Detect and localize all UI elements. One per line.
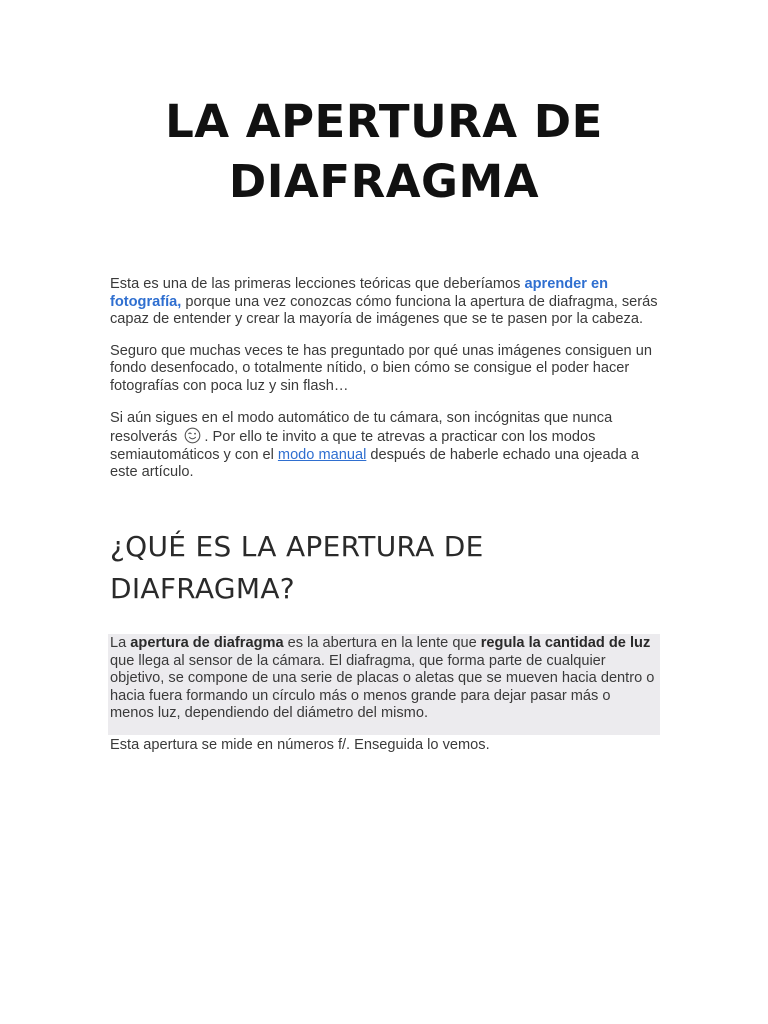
final-paragraph: Esta apertura se mide en números f/. Enseguida lo vemos. — [110, 737, 490, 753]
definition-text-b: es la abertura en la lente que — [283, 635, 481, 651]
intro-section — [110, 276, 660, 496]
page-title-line-2: DIAFRAGMA — [228, 155, 540, 208]
intro-paragraph-1 — [110, 276, 660, 329]
section-heading: ¿QUÉ ES LA APERTURA DE DIAFRAGMA? — [110, 530, 484, 605]
intro-paragraph-1-text-a: Esta es una de las primeras lecciones teóricas que deberíamos — [110, 276, 525, 292]
intro-paragraph-2: Seguro que muchas veces te has preguntado por qué unas imágenes consiguen un fondo desenfocado, o totalmente nítido, o bien cómo se consigue el poder hacer fotografías con poca luz y sin flash… — [110, 342, 652, 394]
definition-paragraph — [110, 635, 658, 723]
page-title-line-1: LA APERTURA DE — [165, 95, 603, 148]
intro-paragraph-3-text-c: después de haberle echado una ojeada a este artículo. — [110, 446, 639, 481]
definition-bold-regula: regula la cantidad de luz — [480, 635, 651, 651]
intro-paragraph-3 — [110, 410, 660, 482]
intro-paragraph-1-text-b: porque una vez conozcas cómo funciona la apertura de diafragma, serás capaz de entender y crear la mayoría de imágenes que se te pasen por la cabeza. — [110, 293, 658, 328]
definition-highlight-box — [108, 634, 660, 735]
page-title — [0, 92, 768, 212]
intro-paragraph-3-text-a: Si aún sigues en el modo automático de tu cámara, son incógnitas que nunca resolverás — [110, 409, 613, 446]
definition-bold-apertura: apertura de diafragma — [130, 635, 284, 651]
intro-paragraph-3-text-b: . Por ello te invito a que te atrevas a practicar con los modos semiautomáticos y con el — [110, 429, 596, 463]
definition-text-c: que llega al sensor de la cámara. El diafragma, que forma parte de cualquier objetivo, se compone de una serie de placas o aletas que se mueven hacia dentro o hacia fuera formando un círculo más o menos grande para dejar pasar más o menos luz, dependiendo del diámetro del mismo. — [110, 652, 655, 722]
wink-emoji-icon — [184, 427, 201, 444]
definition-text-a: La — [110, 635, 131, 651]
modo-manual-link[interactable]: modo manual — [277, 446, 367, 463]
aprender-fotografia-link[interactable]: aprender en fotografía, — [110, 276, 609, 310]
